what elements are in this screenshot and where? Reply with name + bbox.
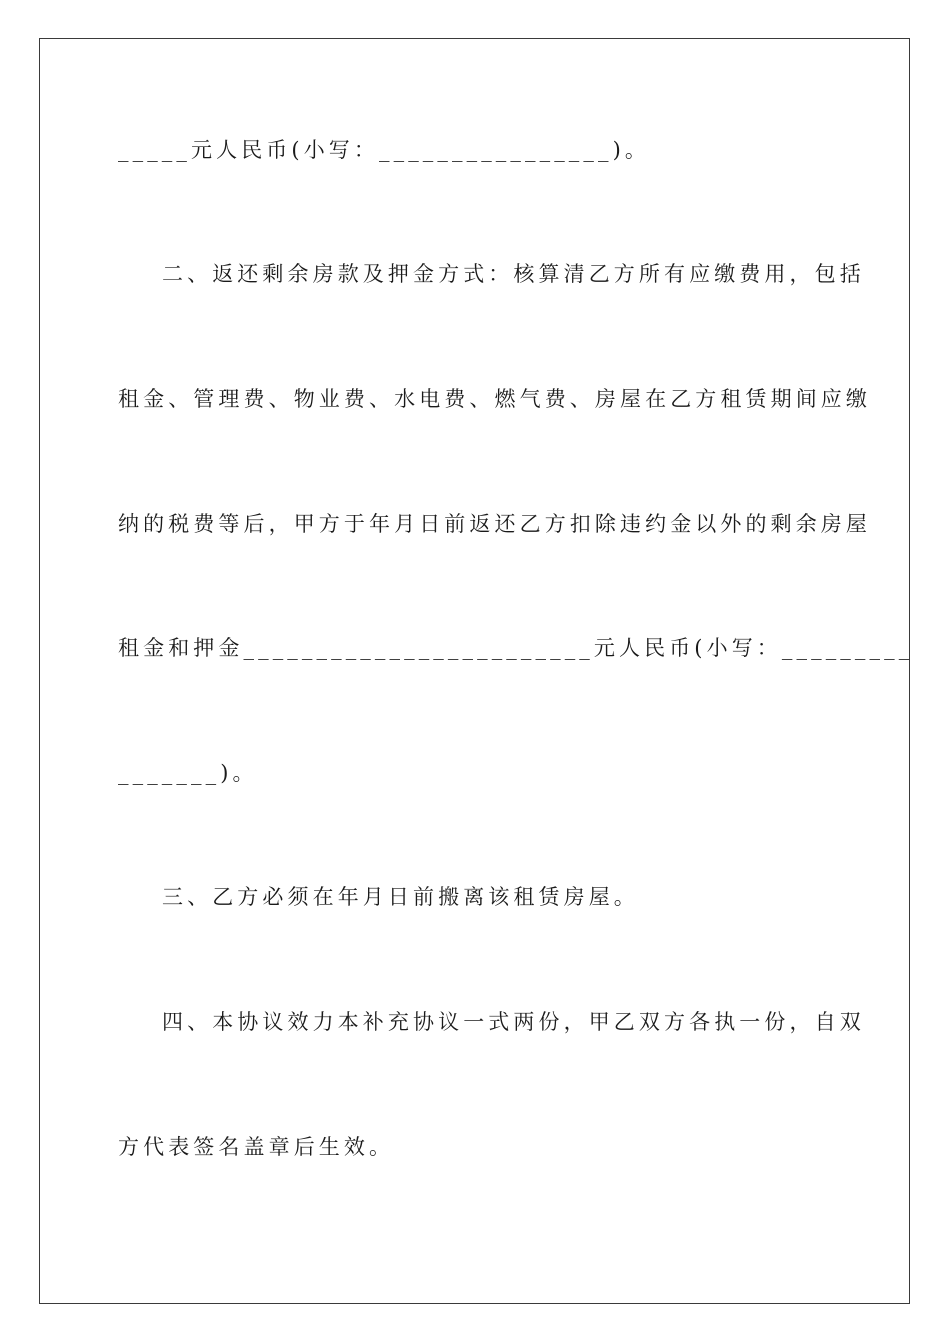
text-line-clause-4-start: 四、本协议效力本补充协议一式两份，甲乙双方各执一份，自双 <box>162 1010 865 1034</box>
text-line-clause-2-deposit: 租金和押金________________________元人民币(小写：_________ <box>118 636 914 660</box>
text-line-clause-2-end: _______)。 <box>118 761 258 785</box>
text-line-clause-4-end: 方代表签名盖章后生效。 <box>118 1135 395 1159</box>
text-line-clause-2-refund: 纳的税费等后，甲方于年月日前返还乙方扣除违约金以外的剩余房屋 <box>118 512 871 536</box>
text-line-clause-2-fees: 租金、管理费、物业费、水电费、燃气费、房屋在乙方租赁期间应缴 <box>118 387 871 411</box>
page-border <box>39 38 910 1304</box>
text-line-clause-2-start: 二、返还剩余房款及押金方式：核算清乙方所有应缴费用，包括 <box>162 262 865 286</box>
text-line-amount-continuation: _____元人民币(小写：________________)。 <box>118 138 650 162</box>
text-line-clause-3: 三、乙方必须在年月日前搬离该租赁房屋。 <box>162 885 639 909</box>
